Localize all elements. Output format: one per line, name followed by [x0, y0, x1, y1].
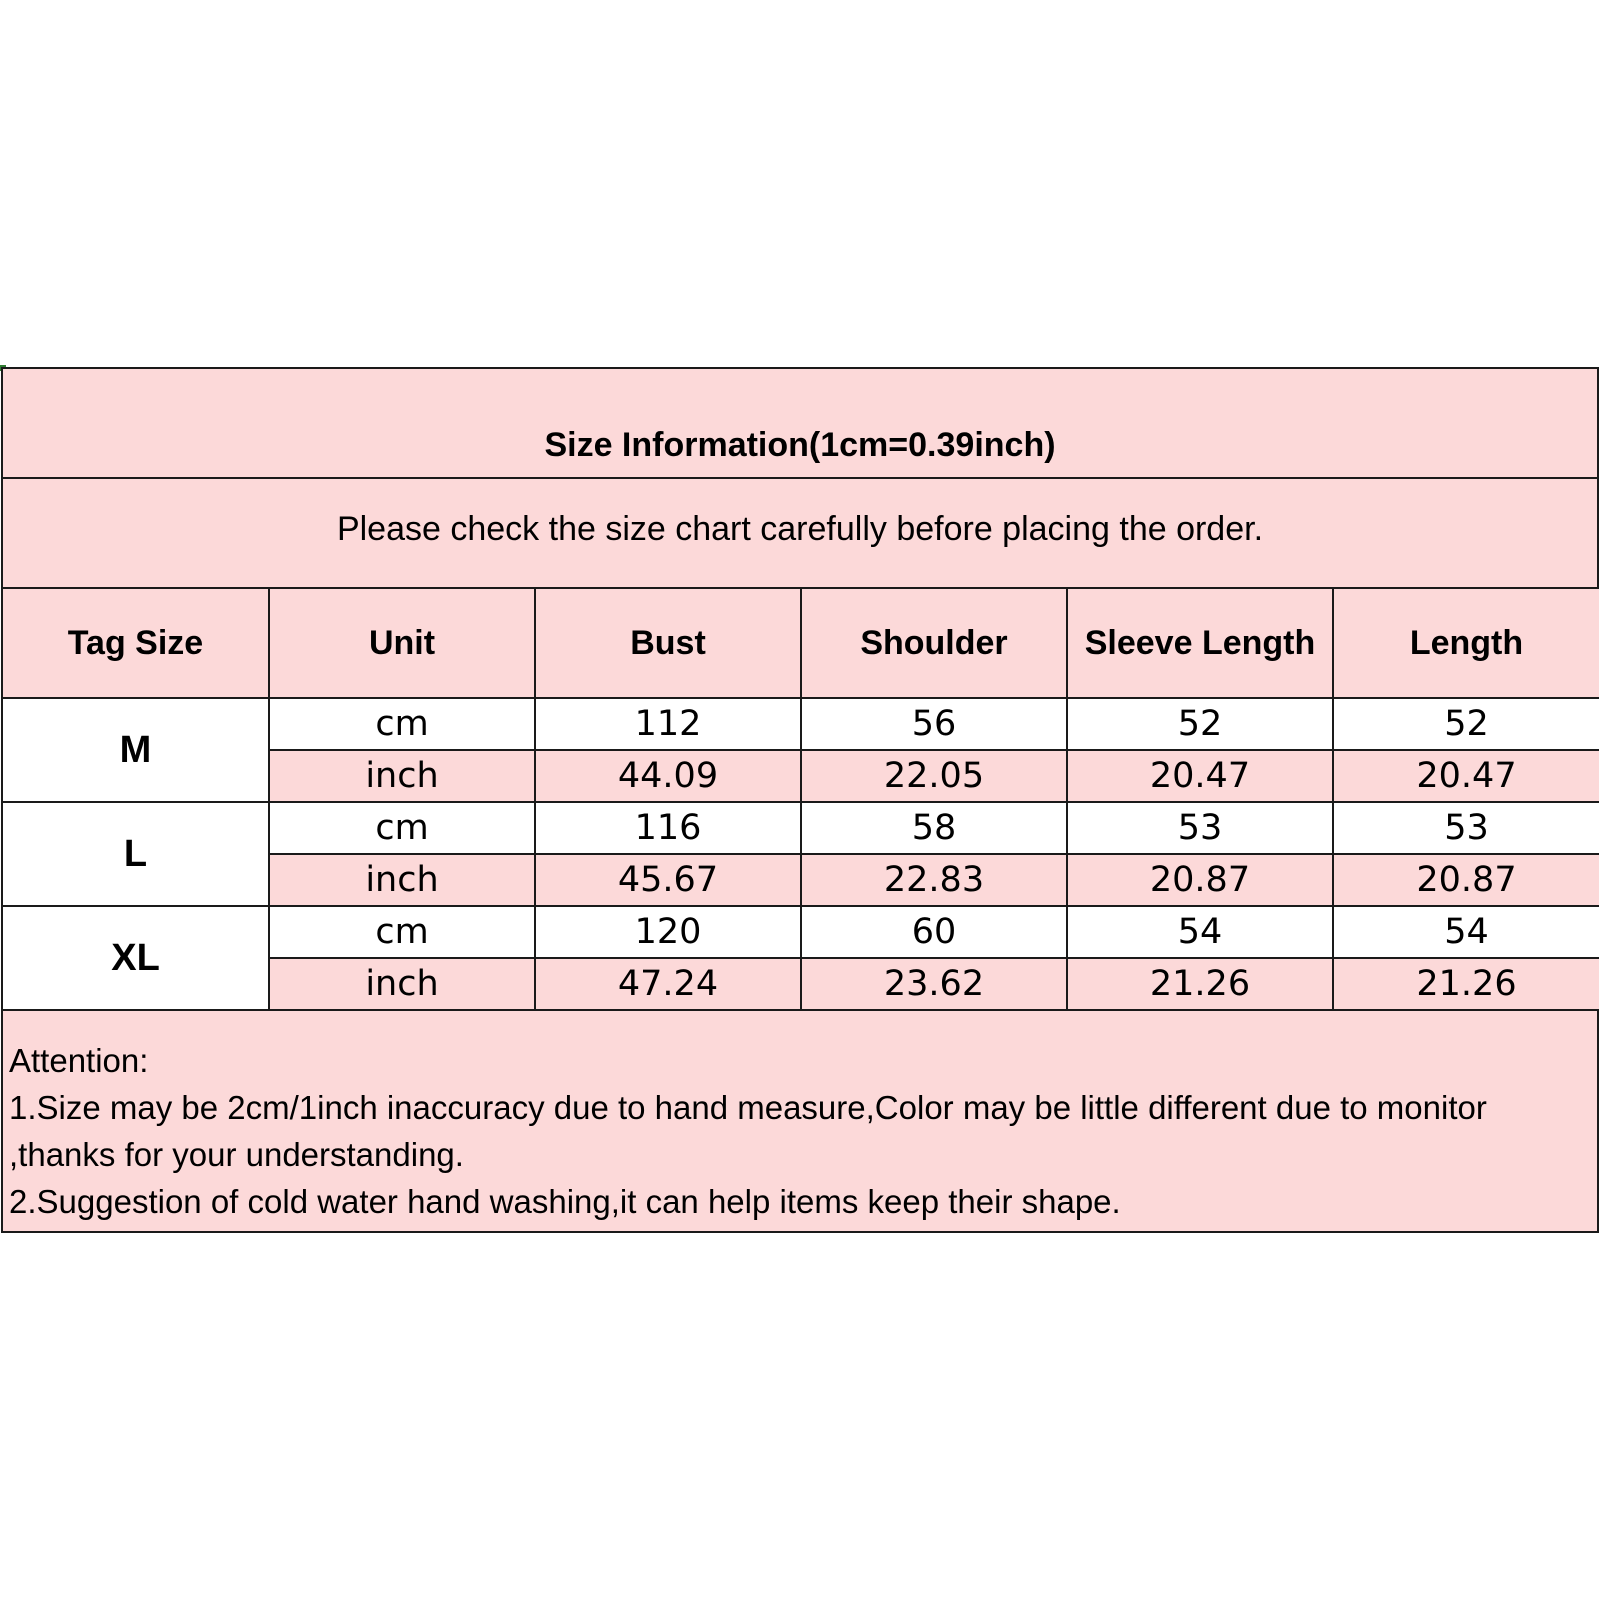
header-sleeve-length: Sleeve Length: [1067, 589, 1333, 698]
bust-cell: 45.67: [535, 854, 801, 906]
tag-size-cell: XL: [3, 906, 269, 1010]
tag-size-cell: L: [3, 802, 269, 906]
size-table: [3, 589, 1599, 1011]
length-cell: 21.26: [1333, 958, 1599, 1010]
tag-size-cell: M: [3, 698, 269, 802]
unit-cell: cm: [269, 698, 535, 750]
notice-row: [3, 479, 1597, 589]
length-cell: 52: [1333, 698, 1599, 750]
bust-cell: 120: [535, 906, 801, 958]
shoulder-cell: 23.62: [801, 958, 1067, 1010]
unit-cell: cm: [269, 802, 535, 854]
table-header-row: [3, 589, 1599, 698]
unit-cell: inch: [269, 958, 535, 1010]
header-length: Length: [1333, 589, 1599, 698]
sleeve-length-cell: 21.26: [1067, 958, 1333, 1010]
sleeve-length-cell: 53: [1067, 802, 1333, 854]
sleeve-length-cell: 52: [1067, 698, 1333, 750]
header-unit: Unit: [269, 589, 535, 698]
bust-cell: 112: [535, 698, 801, 750]
sleeve-length-cell: 20.47: [1067, 750, 1333, 802]
table-row: [3, 802, 1599, 854]
sleeve-length-cell: 54: [1067, 906, 1333, 958]
shoulder-cell: 56: [801, 698, 1067, 750]
table-row: [3, 906, 1599, 958]
size-chart-sheet: [1, 367, 1599, 1233]
unit-cell: cm: [269, 906, 535, 958]
shoulder-cell: 58: [801, 802, 1067, 854]
attention-heading: Attention:: [9, 1042, 149, 1079]
length-cell: 53: [1333, 802, 1599, 854]
length-cell: 20.47: [1333, 750, 1599, 802]
bust-cell: 44.09: [535, 750, 801, 802]
table-row: [3, 698, 1599, 750]
bust-cell: 47.24: [535, 958, 801, 1010]
bust-cell: 116: [535, 802, 801, 854]
attention-note-1: 1.Size may be 2cm/1inch inaccuracy due to hand measure,Color may be little different due to monitor ,thanks for your understanding.: [9, 1089, 1487, 1173]
header-shoulder: Shoulder: [801, 589, 1067, 698]
header-bust: Bust: [535, 589, 801, 698]
unit-cell: inch: [269, 854, 535, 906]
sleeve-length-cell: 20.87: [1067, 854, 1333, 906]
header-tag-size: Tag Size: [3, 589, 269, 698]
notice-text: Please check the size chart carefully before placing the order.: [336, 510, 1264, 548]
title-row: [3, 369, 1597, 479]
attention-notes: [3, 1007, 1597, 1225]
length-cell: 20.87: [1333, 854, 1599, 906]
shoulder-cell: 60: [801, 906, 1067, 958]
length-cell: 54: [1333, 906, 1599, 958]
shoulder-cell: 22.83: [801, 854, 1067, 906]
shoulder-cell: 22.05: [801, 750, 1067, 802]
unit-cell: inch: [269, 750, 535, 802]
attention-note-2: 2.Suggestion of cold water hand washing,it can help items keep their shape.: [9, 1183, 1121, 1220]
page-title: Size Information(1cm=0.39inch): [544, 426, 1056, 464]
